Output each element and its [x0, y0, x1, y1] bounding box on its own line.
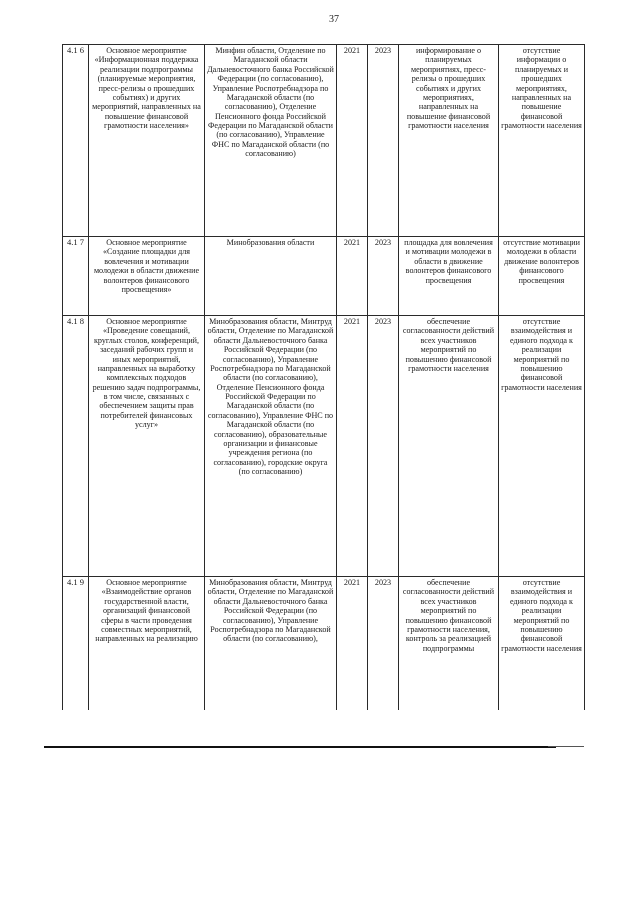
executors-cell: Минобразования области — [205, 237, 337, 316]
result-cell: обеспечение согласованности действий всех участников мероприятий по повышению финансовой грамотности населения, контроль за реализацией подпрограммы — [399, 577, 499, 711]
consequence-cell: отсутствие информации о планируемых и прошедших мероприятиях, направленных на повышение финансовой грамотности населения — [499, 45, 585, 237]
consequence-cell: отсутствие взаимодействия и единого подхода к реализации мероприятий по повышению финансовой грамотности населения — [499, 316, 585, 577]
table-row — [63, 577, 585, 711]
year-start-cell: 2021 — [337, 45, 368, 237]
consequence-cell: отсутствие мотивации молодежи в области движение волонтеров финансового просвещения — [499, 237, 585, 316]
result-cell: обеспечение согласованности действий всех участников мероприятий по повышению финансовой грамотности населения — [399, 316, 499, 577]
activity-cell: Основное мероприятие «Информационная поддержка реализации подпрограммы (планируемые мероприятия, пресс-релизы о прошедших событиях) и других мероприятий, направленных на повышение финансовой грамотности населения» — [89, 45, 205, 237]
row-number: 4.1 8 — [63, 316, 89, 577]
executors-cell: Минобразования области, Минтруд области, Отделение по Магаданской области Дальневосточного банка Российской Федерации (по согласованию), Управление Роспотребнадзора по Магаданской области (по согласованию), Отделение Пенсионного фонда Российской Федерации по Магаданской области (по согласованию), Управление ФНС по Магаданской области (по согласованию), образовательные организации и финансовые учреждения региона (по согласованию), городские округа (по согласованию) — [205, 316, 337, 577]
executors-cell: Минобразования области, Минтруд области, Отделение по Магаданской области Дальневосточного банка Российской Федерации (по согласованию), Управление Роспотребнадзора по Магаданской области (по согласованию), — [205, 577, 337, 711]
bottom-rule — [44, 746, 556, 748]
executors-cell: Минфин области, Отделение по Магаданской области Дальневосточного банка Российской Федерации (по согласованию), Управление Роспотребнадзора по Магаданской области (по согласованию), Отделение Пенсионного фонда Российской Федерации по Магаданской области (по согласованию), Управление ФНС по Магаданской области (по согласованию) — [205, 45, 337, 237]
table-row — [63, 237, 585, 316]
row-number: 4.1 6 — [63, 45, 89, 237]
activities-table — [62, 44, 585, 710]
year-start-cell: 2021 — [337, 316, 368, 577]
activity-cell: Основное мероприятие «Проведение совещаний, круглых столов, конференций, заседаний рабочих групп и иных мероприятий, направленных на выработку комплексных подходов решению задач подпрограммы, в том числе, связанных с обеспечением защиты прав потребителей финансовых услуг» — [89, 316, 205, 577]
activity-cell: Основное мероприятие «Взаимодействие органов государственной власти, организаций финансовой сферы в части проведения совместных мероприятий, направленных на реализацию — [89, 577, 205, 711]
activity-cell: Основное мероприятие «Создание площадки для вовлечения и мотивации молодежи в области движение волонтеров финансового просвещения» — [89, 237, 205, 316]
result-cell: информирование о планируемых мероприятиях, пресс-релизы о прошедших событиях и других мероприятиях, направленных на повышение финансовой грамотности населения — [399, 45, 499, 237]
year-end-cell: 2023 — [368, 45, 399, 237]
bottom-rule-end — [548, 746, 584, 747]
year-end-cell: 2023 — [368, 577, 399, 711]
year-start-cell: 2021 — [337, 237, 368, 316]
row-number: 4.1 7 — [63, 237, 89, 316]
row-number: 4.1 9 — [63, 577, 89, 711]
year-start-cell: 2021 — [337, 577, 368, 711]
consequence-cell: отсутствие взаимодействия и единого подхода к реализации мероприятий по повышению финансовой грамотности населения — [499, 577, 585, 711]
page-number: 37 — [329, 14, 339, 25]
result-cell: площадка для вовлечения и мотивации молодежи в области в движение волонтеров финансового просвещения — [399, 237, 499, 316]
year-end-cell: 2023 — [368, 316, 399, 577]
table-row — [63, 45, 585, 237]
year-end-cell: 2023 — [368, 237, 399, 316]
table-row — [63, 316, 585, 577]
